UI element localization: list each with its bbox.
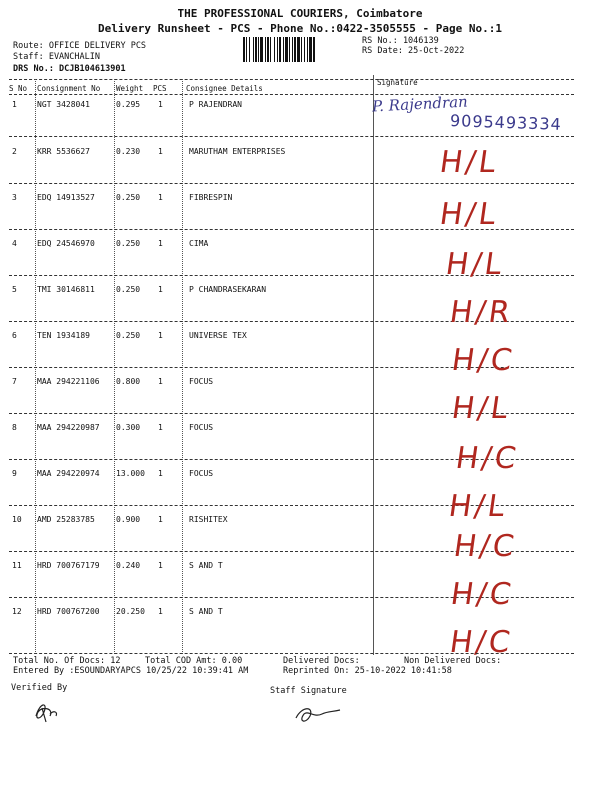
- row-sno: 4: [12, 239, 17, 248]
- row-consignee: UNIVERSE TEX: [189, 331, 247, 340]
- row-pcs: 1: [158, 423, 163, 432]
- barcode-bar: [253, 37, 254, 62]
- barcode-bar: [270, 37, 271, 62]
- row-sno: 10: [12, 515, 22, 524]
- row-consignment-no: TEN 1934189: [37, 331, 90, 340]
- row-weight: 0.250: [116, 285, 141, 294]
- barcode-bar: [292, 37, 293, 62]
- row-consignee: RISHITEX: [189, 515, 228, 524]
- table-bottom-line: [9, 653, 574, 654]
- row-signature-hl: H/L: [437, 197, 501, 232]
- row-pcs: 1: [158, 515, 163, 524]
- company-title: THE PROFESSIONAL COURIERS, Coimbatore: [177, 7, 423, 20]
- row-consignment-no: AMD 25283785: [37, 515, 95, 524]
- barcode-bar: [309, 37, 312, 62]
- header-weight: Weight: [116, 84, 144, 93]
- row-separator: [9, 136, 574, 137]
- row-weight: 0.250: [116, 331, 141, 340]
- row-weight: 0.250: [116, 193, 141, 202]
- row-weight: 20.250: [116, 607, 145, 616]
- row-pcs: 1: [158, 239, 163, 248]
- barcode-bar: [260, 37, 263, 62]
- non-delivered-docs: Non Delivered Docs:: [404, 656, 502, 666]
- row-consignee: S AND T: [189, 561, 223, 570]
- row-consignment-no: MAA 294221106: [37, 377, 100, 386]
- barcode-bar: [285, 37, 288, 62]
- row-weight: 0.295: [116, 100, 141, 109]
- row-pcs: 1: [158, 607, 163, 616]
- header-consignee: Consignee Details: [186, 84, 263, 93]
- row-consignee: S AND T: [189, 607, 223, 616]
- row-pcs: 1: [158, 147, 163, 156]
- row-signature-hl: H/C: [451, 529, 520, 564]
- barcode-bar: [294, 37, 296, 62]
- row-consignment-no: TMI 30146811: [37, 285, 95, 294]
- row-consignee: FOCUS: [189, 469, 214, 478]
- barcode-bar: [283, 37, 284, 62]
- row-pcs: 1: [158, 285, 163, 294]
- reprinted-on: Reprinted On: 25-10-2022 10:41:58: [283, 666, 452, 676]
- drs-number: DRS No.: DCJB104613901: [13, 64, 126, 74]
- row-pcs: 1: [158, 100, 163, 109]
- row-signature-hl: H/C: [447, 625, 516, 660]
- row-consignment-no: EDQ 24546970: [37, 239, 95, 248]
- barcode-bar: [289, 37, 290, 62]
- table-header-line: [9, 94, 574, 95]
- row-consignee: P CHANDRASEKARAN: [189, 285, 267, 294]
- rs-number: RS No.: 1046139: [362, 36, 439, 46]
- row-pcs: 1: [158, 377, 163, 386]
- row-consignee: P RAJENDRAN: [189, 100, 242, 109]
- header-sno: S No: [9, 84, 28, 93]
- row-consignee: FOCUS: [189, 423, 214, 432]
- row-consignment-no: HRD 700767200: [37, 607, 100, 616]
- header-pcs: PCS: [153, 84, 167, 93]
- verified-signature-scribble: [30, 698, 64, 726]
- total-docs: Total No. Of Docs: 12: [13, 656, 121, 666]
- header-signature: Signature: [377, 78, 418, 87]
- barcode-bar: [265, 37, 266, 62]
- row-pcs: 1: [158, 561, 163, 570]
- barcode-bar: [249, 37, 250, 62]
- row-sno: 9: [12, 469, 17, 478]
- row-weight: 0.240: [116, 561, 141, 570]
- row-weight: 0.230: [116, 147, 141, 156]
- barcode-image: [243, 37, 355, 62]
- runsheet-subtitle: Delivery Runsheet - PCS - Phone No.:0422-3505555 - Page No.:1: [98, 22, 502, 35]
- row-signature-hl: H/R: [447, 295, 515, 330]
- barcode-bar: [297, 37, 300, 62]
- barcode-bar: [279, 37, 281, 62]
- row-separator: [9, 183, 574, 184]
- row-weight: 0.800: [116, 377, 141, 386]
- barcode-bar: [246, 37, 247, 62]
- row-pcs: 1: [158, 193, 163, 202]
- row-signature-hl: H/C: [449, 343, 518, 378]
- staff-signature-label: Staff Signature: [270, 686, 347, 696]
- barcode-bar: [274, 37, 275, 62]
- row-sno: 1: [12, 100, 17, 109]
- barcode-bar: [307, 37, 308, 62]
- row-signature-hl: H/L: [449, 391, 513, 426]
- row-weight: 0.300: [116, 423, 141, 432]
- row-weight: 13.000: [116, 469, 145, 478]
- row-signature-hl: H/L: [437, 145, 501, 180]
- row-sno: 7: [12, 377, 17, 386]
- rs-date: RS Date: 25-Oct-2022: [362, 46, 465, 56]
- row-consignee: FIBRESPIN: [189, 193, 233, 202]
- row-consignee: MARUTHAM ENTERPRISES: [189, 147, 286, 156]
- barcode-bar: [267, 37, 269, 62]
- row-consignee: FOCUS: [189, 377, 214, 386]
- row-consignment-no: MAA 294220987: [37, 423, 100, 432]
- row-weight: 0.250: [116, 239, 141, 248]
- barcode-bar: [304, 37, 305, 62]
- row-sno: 3: [12, 193, 17, 202]
- row-weight: 0.900: [116, 515, 141, 524]
- entered-by: Entered By :ESOUNDARYAPCS 10/25/22 10:39:41 AM: [13, 666, 249, 676]
- total-cod-amount: Total COD Amt: 0.00: [145, 656, 243, 666]
- barcode-bar: [301, 37, 302, 62]
- verified-by-label: Verified By: [11, 683, 68, 693]
- row-signature-phone: 9095493334: [449, 111, 563, 134]
- row-signature-hl: H/C: [448, 577, 517, 612]
- barcode-bar: [258, 37, 259, 62]
- row-pcs: 1: [158, 331, 163, 340]
- row-consignment-no: NGT 3428041: [37, 100, 90, 109]
- barcode-bar: [277, 37, 278, 62]
- header-consignment: Consignment No: [37, 84, 101, 93]
- table-top-line: [9, 79, 574, 80]
- row-signature-name: P. Rajendran: [371, 92, 469, 116]
- row-consignment-no: KRR 5536627: [37, 147, 90, 156]
- row-sno: 11: [12, 561, 22, 570]
- row-pcs: 1: [158, 469, 163, 478]
- row-signature-hl: H/L: [446, 489, 510, 524]
- row-sno: 5: [12, 285, 17, 294]
- row-consignment-no: EDQ 14913527: [37, 193, 95, 202]
- staff-signature-scribble: [292, 700, 344, 726]
- row-signature-hl: H/C: [453, 441, 522, 476]
- row-sno: 6: [12, 331, 17, 340]
- signature-column-divider: [373, 75, 374, 655]
- row-consignee: CIMA: [189, 239, 209, 248]
- row-consignment-no: MAA 294220974: [37, 469, 100, 478]
- barcode-bar: [313, 37, 315, 62]
- row-sno: 2: [12, 147, 17, 156]
- staff-label: Staff: EVANCHALIN: [13, 52, 100, 62]
- delivered-docs: Delivered Docs:: [283, 656, 360, 666]
- barcode-bar: [255, 37, 257, 62]
- row-sno: 12: [12, 607, 22, 616]
- route-label: Route: OFFICE DELIVERY PCS: [13, 41, 147, 51]
- row-consignment-no: HRD 700767179: [37, 561, 100, 570]
- row-sno: 8: [12, 423, 17, 432]
- row-signature-hl: H/L: [443, 247, 507, 282]
- barcode-bar: [243, 37, 245, 62]
